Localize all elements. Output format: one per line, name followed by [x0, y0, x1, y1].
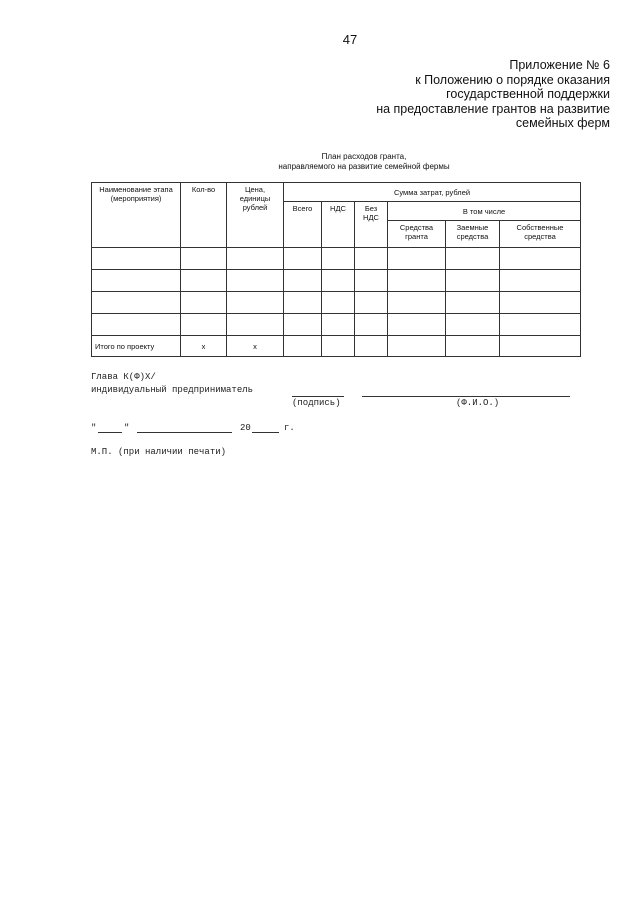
appendix-header	[280, 58, 610, 131]
entrepreneur-label: индивидуальный предприниматель	[91, 385, 254, 395]
signature-caption: (подпись)	[292, 398, 341, 408]
header-total: Всего	[284, 202, 322, 248]
year-prefix: 20	[240, 423, 251, 433]
date-day-line	[98, 432, 122, 433]
appendix-line: Приложение № 6	[509, 58, 610, 72]
seal-note: М.П. (при наличии печати)	[91, 447, 227, 457]
header-vat: НДС	[322, 202, 355, 248]
signature-line	[292, 396, 344, 397]
name-line	[362, 396, 570, 397]
total-qty: х	[181, 336, 227, 357]
table-row	[92, 314, 581, 336]
header-qty: Кол-во	[181, 183, 227, 248]
head-label: Глава К(Ф)Х/	[91, 372, 156, 382]
appendix-line: семейных ферм	[515, 116, 610, 130]
header-grant-funds: Средства гранта	[388, 221, 446, 248]
table-row	[92, 270, 581, 292]
header-own-funds: Собственные средства	[500, 221, 581, 248]
plan-title-line: направляемого на развитие семейной фермы	[278, 162, 450, 171]
total-price: х	[227, 336, 284, 357]
appendix-line: государственной поддержки	[446, 87, 610, 101]
date-year-line	[252, 432, 279, 433]
table-row	[92, 292, 581, 314]
expense-plan-table	[91, 182, 581, 357]
date-quote-open: "	[91, 423, 97, 433]
header-loan-funds: Заемные средства	[446, 221, 500, 248]
header-sum: Сумма затрат, рублей	[284, 183, 581, 202]
date-month-line	[137, 432, 232, 433]
header-price: Цена, единицы рублей	[227, 183, 284, 248]
total-row	[92, 336, 581, 357]
page-number: 47	[342, 32, 358, 47]
date-quote-close: "	[124, 423, 130, 433]
header-including: В том числе	[388, 202, 581, 221]
header-no-vat: Без НДС	[355, 202, 388, 248]
header-stage: Наименование этапа (мероприятия)	[92, 183, 181, 248]
plan-title	[234, 152, 494, 172]
appendix-line: на предоставление грантов на развитие	[376, 101, 610, 116]
total-label: Итого по проекту	[92, 336, 181, 357]
year-suffix: г.	[284, 423, 295, 433]
plan-title-line: План расходов гранта,	[321, 152, 407, 161]
appendix-line: к Положению о порядке оказания	[415, 72, 610, 87]
name-caption: (Ф.И.О.)	[456, 398, 500, 408]
table-row	[92, 248, 581, 270]
